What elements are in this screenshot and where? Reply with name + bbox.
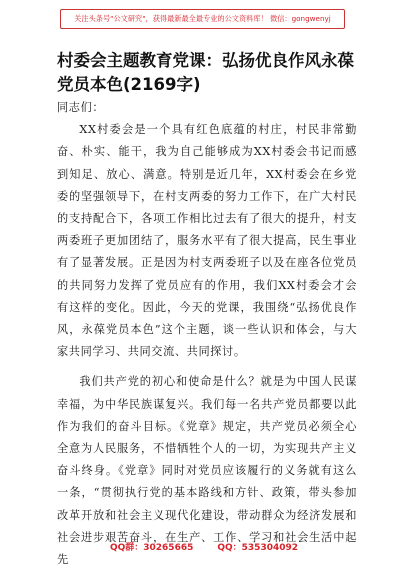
footer-qq-group: QQ群：30265665: [109, 543, 194, 553]
footer-contact: [0, 540, 408, 558]
document-body: [57, 97, 357, 571]
salutation: 同志们：: [57, 101, 105, 114]
document-title: 村委会主题教育党课：弘扬优良作风永葆党员本色(2169字): [57, 51, 354, 94]
header-ad-text: 关注头条号"公文研究"，获得最新最全最专业的公文资料库！ 微信：gongwenyj: [74, 14, 331, 23]
paragraph-1: XX村委会是一个具有红色底蕴的村庄，村民非常勤奋、朴实、能干，我为自己能够成为XX村委会书记而感到知足、放心、满意。特别是近几年，XX村委会在乡党委的坚强领导下，在村支两委的努力工作下，在广大村民的支持配合下，各项工作相比过去有了很大的提升，村支两委班子更加团结了，服务水平有了很大提高，民生事业有了显著发展。正是因为村支两委班子以及在座各位党员的共同努力发挥了党员应有的作用，我们XX村委会才会有这样的变化。因此，今天的党课，我围绕“弘扬优良作风，永葆党员本色”这个主题，谈一些认识和体会，与大家共同学习、共同交流、共同探讨。: [57, 123, 357, 359]
paragraph-2: 我们共产党的初心和使命是什么？就是为中国人民谋幸福，为中华民族谋复兴。我们每一名共产党员都要以此作为我们的奋斗目标。《党章》规定，共产党员必须全心全意为人民服务，不惜牺牲个人的一切，为实现共产主义奋斗终身。《党章》同时对党员应该履行的义务就有这么一条，“贯彻执行党的基本路线和方针、政策，带头参加改革开放和社会主义现代化建设，带动群众为经济发展和社会进步艰苦奋斗，在生产、工作、学习和社会生活中起先: [57, 375, 357, 567]
footer-qq-number: QQ：535304092: [217, 543, 299, 553]
header-ad-banner: [60, 9, 345, 29]
